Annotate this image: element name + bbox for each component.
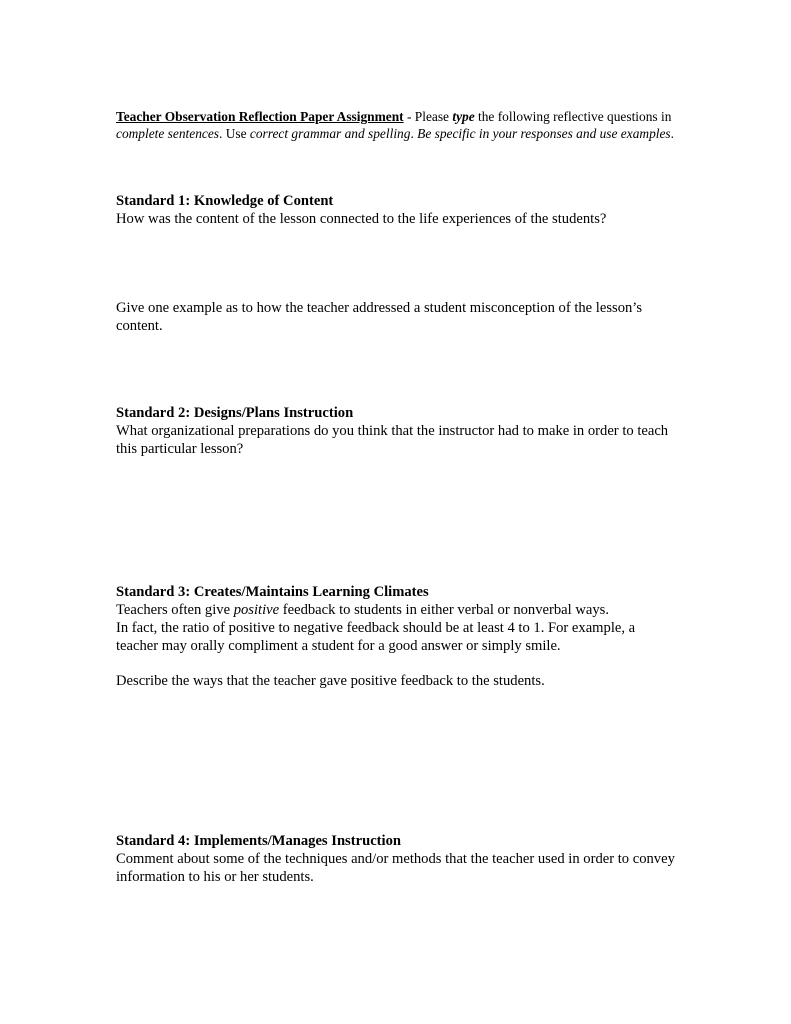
assignment-instructions <box>116 108 676 142</box>
instruction-text: . <box>670 126 674 141</box>
standard-3-heading: Standard 3: Creates/Maintains Learning Climates <box>116 584 429 600</box>
standard-3-question: Describe the ways that the teacher gave positive feedback to the students. <box>116 673 545 689</box>
instruction-text: the following reflective questions in <box>474 109 672 124</box>
standard-1-question-2-block <box>116 299 676 335</box>
standard-1-question-2: Give one example as to how the teacher addressed a student misconception of the lesson’s content. <box>116 300 643 334</box>
type-emphasis: type <box>452 109 475 124</box>
instruction-text: . <box>410 126 418 141</box>
paragraph-text: feedback to students in either verbal or nonverbal ways. <box>279 602 609 618</box>
standard-3-paragraph-2: In fact, the ratio of positive to negative feedback should be at least 4 to 1. For example, a teacher may orally compliment a student for a good answer or simply smile. <box>116 620 636 654</box>
standard-1-section <box>116 192 676 228</box>
standard-3-section <box>116 583 676 655</box>
standard-2-heading: Standard 2: Designs/Plans Instruction <box>116 405 354 421</box>
standard-3-paragraph-1 <box>116 601 676 619</box>
assignment-title: Teacher Observation Reflection Paper Assignment <box>116 109 404 124</box>
standard-4-section <box>116 832 676 886</box>
positive-emphasis: positive <box>233 602 280 618</box>
instruction-text: . Use <box>219 126 250 141</box>
standard-3-question-block <box>116 672 676 690</box>
standard-4-heading: Standard 4: Implements/Manages Instruction <box>116 833 401 849</box>
standard-2-section <box>116 404 676 458</box>
instruction-text: Please <box>414 109 453 124</box>
standard-4-question: Comment about some of the techniques and/or methods that the teacher used in order to convey information to his or her students. <box>116 851 675 885</box>
standard-1-heading: Standard 1: Knowledge of Content <box>116 193 334 209</box>
standard-2-question: What organizational preparations do you think that the instructor had to make in order to teach this particular lesson? <box>116 423 669 457</box>
grammar-emphasis: correct grammar and spelling <box>249 126 411 141</box>
specific-emphasis: Be specific in your responses and use examples <box>417 126 671 141</box>
title-dash: - <box>403 109 415 124</box>
paragraph-text: Teachers often give <box>116 602 234 618</box>
complete-sentences-emphasis: complete sentences <box>116 126 219 141</box>
standard-1-question-1: How was the content of the lesson connected to the life experiences of the students? <box>116 211 607 227</box>
